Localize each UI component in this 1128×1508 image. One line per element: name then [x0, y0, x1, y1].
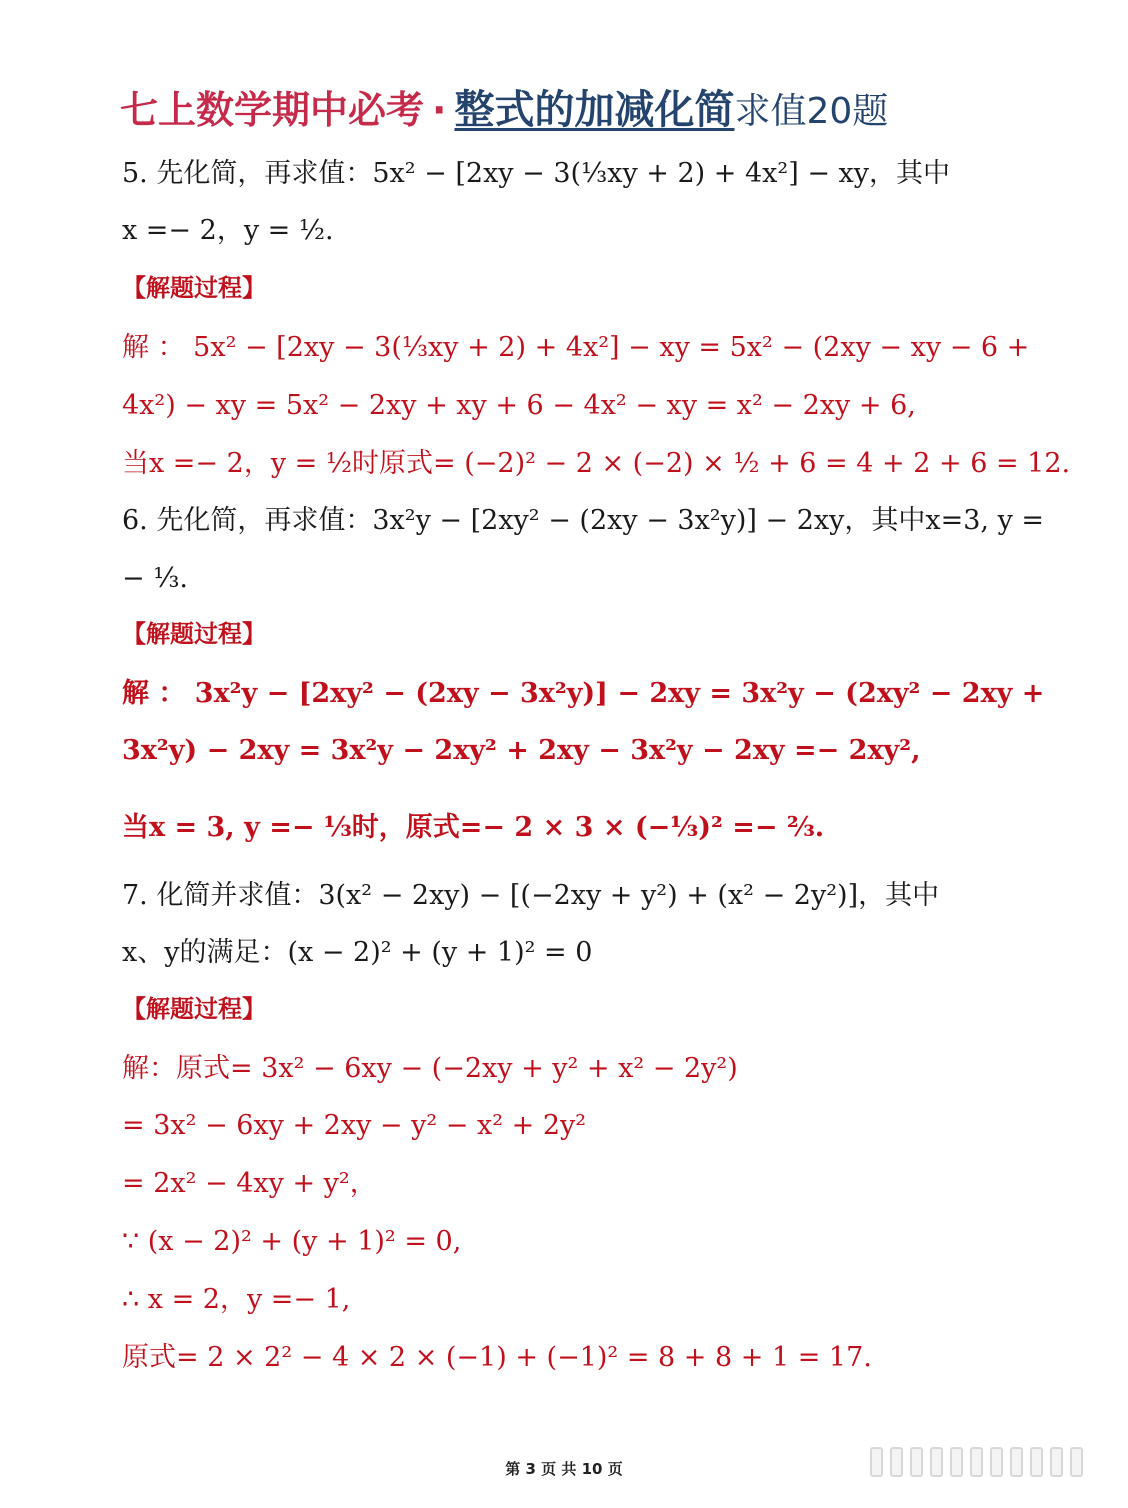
problem-7-answer-line-5: ∴ x = 2，y =− 1, [122, 1284, 351, 1315]
problem-6-question-line-1: 6. 先化简，再求值：3x²y − [2xy² − (2xy − 3x²y)] − 2xy，其中x=3, y = [122, 505, 1045, 536]
decorative-bars [830, 1447, 1100, 1473]
bar-mark [950, 1447, 963, 1477]
bar-mark [990, 1447, 1003, 1477]
problem-6-answer-line-3: 当x = 3, y =− ⅓时，原式=− 2 × 3 × (−⅓)² =− ⅔. [122, 812, 825, 843]
bar-mark [890, 1447, 903, 1477]
problem-5-answer-line-1: 解 ： 5x² − [2xy − 3(⅓xy + 2) + 4x²] − xy = 5x² − (2xy − xy − 6 + [122, 332, 1030, 363]
title-part-2: 整式的加减化简 [454, 87, 735, 133]
problem-6-question-line-2: − ⅓. [122, 563, 188, 594]
title-part-1: 七上数学期中必考 [120, 88, 425, 132]
bar-mark [1030, 1447, 1043, 1477]
page-title [120, 78, 1020, 138]
problem-7-solution-tag: 【解题过程】 [122, 995, 266, 1023]
problem-5-question-line-2: x =− 2，y = ½. [122, 215, 334, 246]
problem-7-answer-line-4: ∵ (x − 2)² + (y + 1)² = 0, [122, 1226, 462, 1257]
problem-5-answer-line-3: 当x =− 2，y = ½时原式= (−2)² − 2 × (−2) × ½ + 6 = 4 + 2 + 6 = 12. [122, 448, 1071, 479]
title-separator: · [432, 88, 447, 132]
page-number: 第 3 页 共 10 页 [505, 1460, 623, 1478]
bar-mark [930, 1447, 943, 1477]
problem-5-answer-line-2: 4x²) − xy = 5x² − 2xy + xy + 6 − 4x² − xy = x² − 2xy + 6, [122, 390, 916, 421]
problem-7-question-line-1: 7. 化简并求值：3(x² − 2xy) − [(−2xy + y²) + (x² − 2y²)]，其中 [122, 880, 940, 911]
problem-7-answer-line-3: = 2x² − 4xy + y²， [122, 1168, 377, 1199]
bar-mark [1050, 1447, 1063, 1477]
bar-mark [970, 1447, 983, 1477]
bar-mark [1070, 1447, 1083, 1477]
bar-mark [910, 1447, 923, 1477]
title-part-3: 求值20题 [734, 91, 889, 132]
problem-7-answer-line-6: 原式= 2 × 2² − 4 × 2 × (−1) + (−1)² = 8 + 8 + 1 = 17. [122, 1342, 872, 1373]
problem-6-solution-tag: 【解题过程】 [122, 620, 266, 648]
problem-6-answer-line-1: 解 ： 3x²y − [2xy² − (2xy − 3x²y)] − 2xy = 3x²y − (2xy² − 2xy + [122, 678, 1045, 709]
problem-5-question-line-1: 5. 先化简，再求值：5x² − [2xy − 3(⅓xy + 2) + 4x²] − xy，其中 [122, 158, 951, 189]
bar-mark [870, 1447, 883, 1477]
problem-7-answer-line-1: 解：原式= 3x² − 6xy − (−2xy + y² + x² − 2y²) [122, 1053, 738, 1084]
problem-7-question-line-2: x、y的满足：(x − 2)² + (y + 1)² = 0 [122, 937, 593, 968]
bar-mark [1010, 1447, 1023, 1477]
problem-5-solution-tag: 【解题过程】 [122, 274, 266, 302]
problem-6-answer-line-2: 3x²y) − 2xy = 3x²y − 2xy² + 2xy − 3x²y − 2xy =− 2xy², [122, 735, 921, 766]
problem-7-answer-line-2: = 3x² − 6xy + 2xy − y² − x² + 2y² [122, 1110, 587, 1141]
